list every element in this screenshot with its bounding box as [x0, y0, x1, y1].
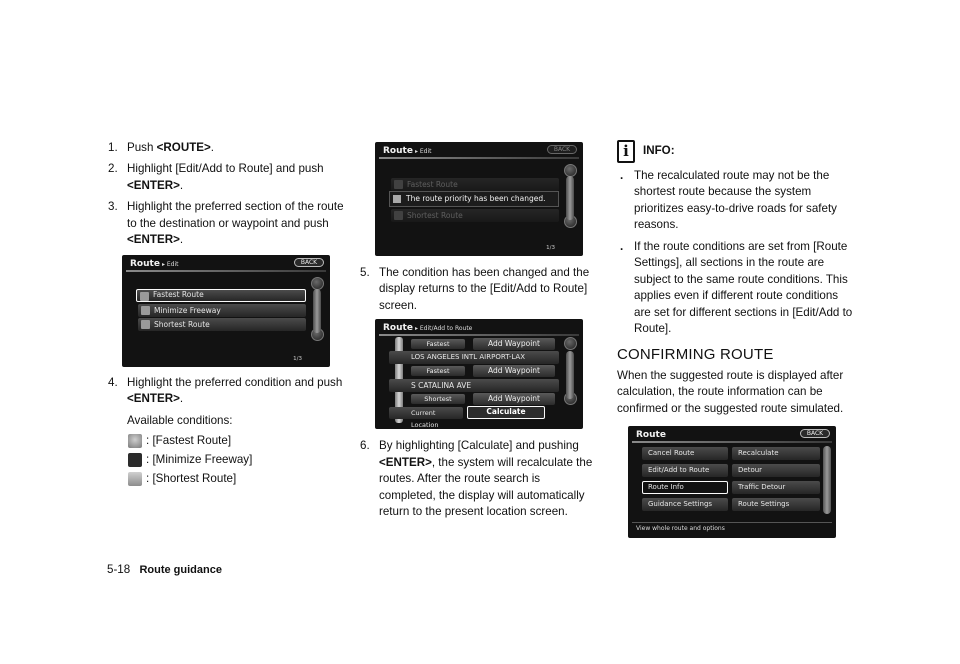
recalculate-button[interactable]: Recalculate: [732, 447, 820, 460]
middle-column: [360, 140, 600, 526]
step-3: [108, 199, 348, 248]
cancel-route-button[interactable]: Cancel Route: [642, 447, 728, 460]
add-waypoint-button-2[interactable]: Add Waypoint: [473, 365, 555, 377]
info-icon: i: [617, 140, 635, 163]
step-2: [108, 161, 348, 194]
minimize-freeway-icon: [128, 453, 142, 467]
footer-section-title: Route guidance: [139, 564, 222, 576]
step-5: [360, 265, 600, 314]
step-text-end: .: [179, 392, 184, 406]
screen-title: Route: [636, 430, 666, 441]
step-number: 1.: [108, 141, 118, 154]
page-number: 5-18: [107, 563, 131, 576]
edit-add-to-route-screen: [375, 319, 583, 429]
condition-shortest: [108, 471, 348, 488]
back-button[interactable]: BACK: [294, 258, 324, 267]
fastest-button[interactable]: Fastest: [411, 339, 465, 349]
bullet-text: If the route conditions are set from [Route Settings], all sections in the route are subject to the same route conditions. This applies even if different route conditions are set for different sections in [Edit/Add to Route].: [634, 239, 853, 336]
enter-key: <ENTER>: [127, 233, 180, 247]
detour-button[interactable]: Detour: [732, 464, 820, 477]
minimize-freeway-row[interactable]: Minimize Freeway: [138, 304, 306, 317]
condition-text: : [Shortest Route]: [146, 472, 237, 486]
enter-key: <ENTER>: [379, 455, 432, 469]
status-bar: View whole route and options: [632, 522, 832, 534]
info-bullet: [617, 168, 853, 234]
condition-fastest: [108, 433, 348, 450]
step-4: [108, 375, 348, 408]
screen-title: Route ▸ Edit: [383, 146, 432, 156]
shortest-route-icon: [141, 320, 150, 329]
screen-title: Route ▸ Edit/Add to Route: [383, 323, 473, 334]
page-indicator: 1/3: [293, 355, 302, 362]
add-waypoint-button-3[interactable]: Add Waypoint: [473, 393, 555, 405]
info-header: [617, 140, 853, 164]
step-text: Highlight [Edit/Add to Route] and push: [127, 162, 324, 176]
edit-add-to-route-button[interactable]: Edit/Add to Route: [642, 464, 728, 477]
scroll-up-knob[interactable]: [311, 277, 324, 290]
step-text: Highlight the preferred section of the route to the destination or waypoint and push: [127, 200, 344, 230]
route-settings-button[interactable]: Route Settings: [732, 498, 820, 511]
route-key: <ROUTE>: [156, 141, 211, 154]
back-button[interactable]: BACK: [800, 429, 830, 438]
fastest-route-row[interactable]: Fastest Route: [136, 289, 306, 302]
bullet-dot: .: [620, 169, 624, 182]
step-number: 3.: [108, 200, 118, 214]
fastest-route-row: Fastest Route: [391, 178, 559, 191]
fastest-route-icon: [128, 434, 142, 448]
back-button[interactable]: BACK: [547, 145, 577, 154]
title-underline: [379, 334, 579, 336]
scrollbar[interactable]: [566, 351, 574, 399]
step-text-end: , the system will recalculate the routes. After the route search is completed, the display will automatically return to the present location screen.: [379, 455, 593, 519]
shortest-route-row[interactable]: Shortest Route: [138, 318, 306, 331]
enter-key: <ENTER>: [127, 392, 180, 406]
step-number: 2.: [108, 162, 118, 176]
fastest-button-2[interactable]: Fastest: [411, 366, 465, 376]
step-number: 4.: [108, 375, 118, 389]
traffic-detour-button[interactable]: Traffic Detour: [732, 481, 820, 494]
step-6: [360, 438, 600, 520]
step-number: 6.: [360, 439, 370, 453]
current-location-row[interactable]: Current Location: [389, 407, 463, 419]
left-column: [108, 140, 348, 490]
guidance-settings-button[interactable]: Guidance Settings: [642, 498, 728, 511]
title-underline: [126, 270, 326, 272]
page-footer: [107, 562, 222, 579]
step-1: [108, 140, 348, 156]
shortest-route-row: Shortest Route: [391, 209, 559, 222]
step-text: By highlighting [Calculate] and pushing: [379, 439, 579, 453]
conditions-label: Available conditions:: [127, 413, 233, 427]
minimize-freeway-icon: [141, 306, 150, 315]
title-underline: [379, 157, 579, 159]
calculate-button[interactable]: Calculate: [467, 406, 545, 419]
bullet-text: The recalculated route may not be the shortest route because the system prioritizes easy-to-drive roads for safety reasons.: [634, 169, 837, 232]
step-text-end: .: [179, 178, 184, 192]
condition-text: : [Minimize Freeway]: [146, 453, 253, 467]
step-number: 5.: [360, 266, 370, 279]
priority-changed-message: The route priority has been changed.: [389, 191, 559, 207]
destination-row-airport[interactable]: LOS ANGELES INTL AIRPORT-LAX: [389, 351, 559, 364]
scrollbar[interactable]: [566, 176, 574, 220]
info-title: INFO:: [643, 144, 675, 157]
info-icon: [393, 195, 401, 203]
destination-row-catalina[interactable]: S CATALINA AVE: [389, 379, 559, 392]
shortest-route-icon: [128, 472, 142, 486]
fastest-route-icon: [394, 180, 403, 189]
section-text: When the suggested route is displayed after calculation, the route information can be confirmed or the suggested route simulated.: [617, 368, 844, 415]
right-column: [617, 140, 853, 538]
edit-route-screen: [122, 255, 330, 367]
add-waypoint-button[interactable]: Add Waypoint: [473, 338, 555, 350]
step-text-end: .: [210, 141, 215, 154]
title-underline: [632, 441, 832, 443]
bullet-dot: .: [620, 239, 624, 253]
route-priority-changed-screen: [375, 142, 583, 256]
shortest-button[interactable]: Shortest: [411, 394, 465, 404]
route-menu-screen: [628, 426, 836, 538]
shortest-route-icon: [394, 211, 403, 220]
fastest-route-icon: [140, 292, 149, 301]
page-indicator: 1/3: [546, 245, 555, 252]
section-title: CONFIRMING ROUTE: [617, 345, 774, 363]
route-info-button[interactable]: Route Info: [642, 481, 728, 494]
step-text-end: .: [179, 233, 184, 247]
step-text: Highlight the preferred condition and push: [127, 375, 343, 389]
enter-key: <ENTER>: [127, 178, 180, 192]
step-text: Push: [127, 141, 157, 154]
screen-title: Route ▸ Edit: [130, 258, 179, 269]
condition-minimize-freeway: [108, 452, 348, 469]
scroll-up-knob[interactable]: [564, 337, 577, 350]
scrollbar[interactable]: [313, 289, 321, 333]
side-bracket: [823, 446, 831, 514]
step-text: The condition has been changed and the display returns to the [Edit/Add to Route] screen.: [379, 266, 590, 312]
info-bullet: [617, 239, 853, 338]
condition-text: : [Fastest Route]: [146, 434, 232, 448]
